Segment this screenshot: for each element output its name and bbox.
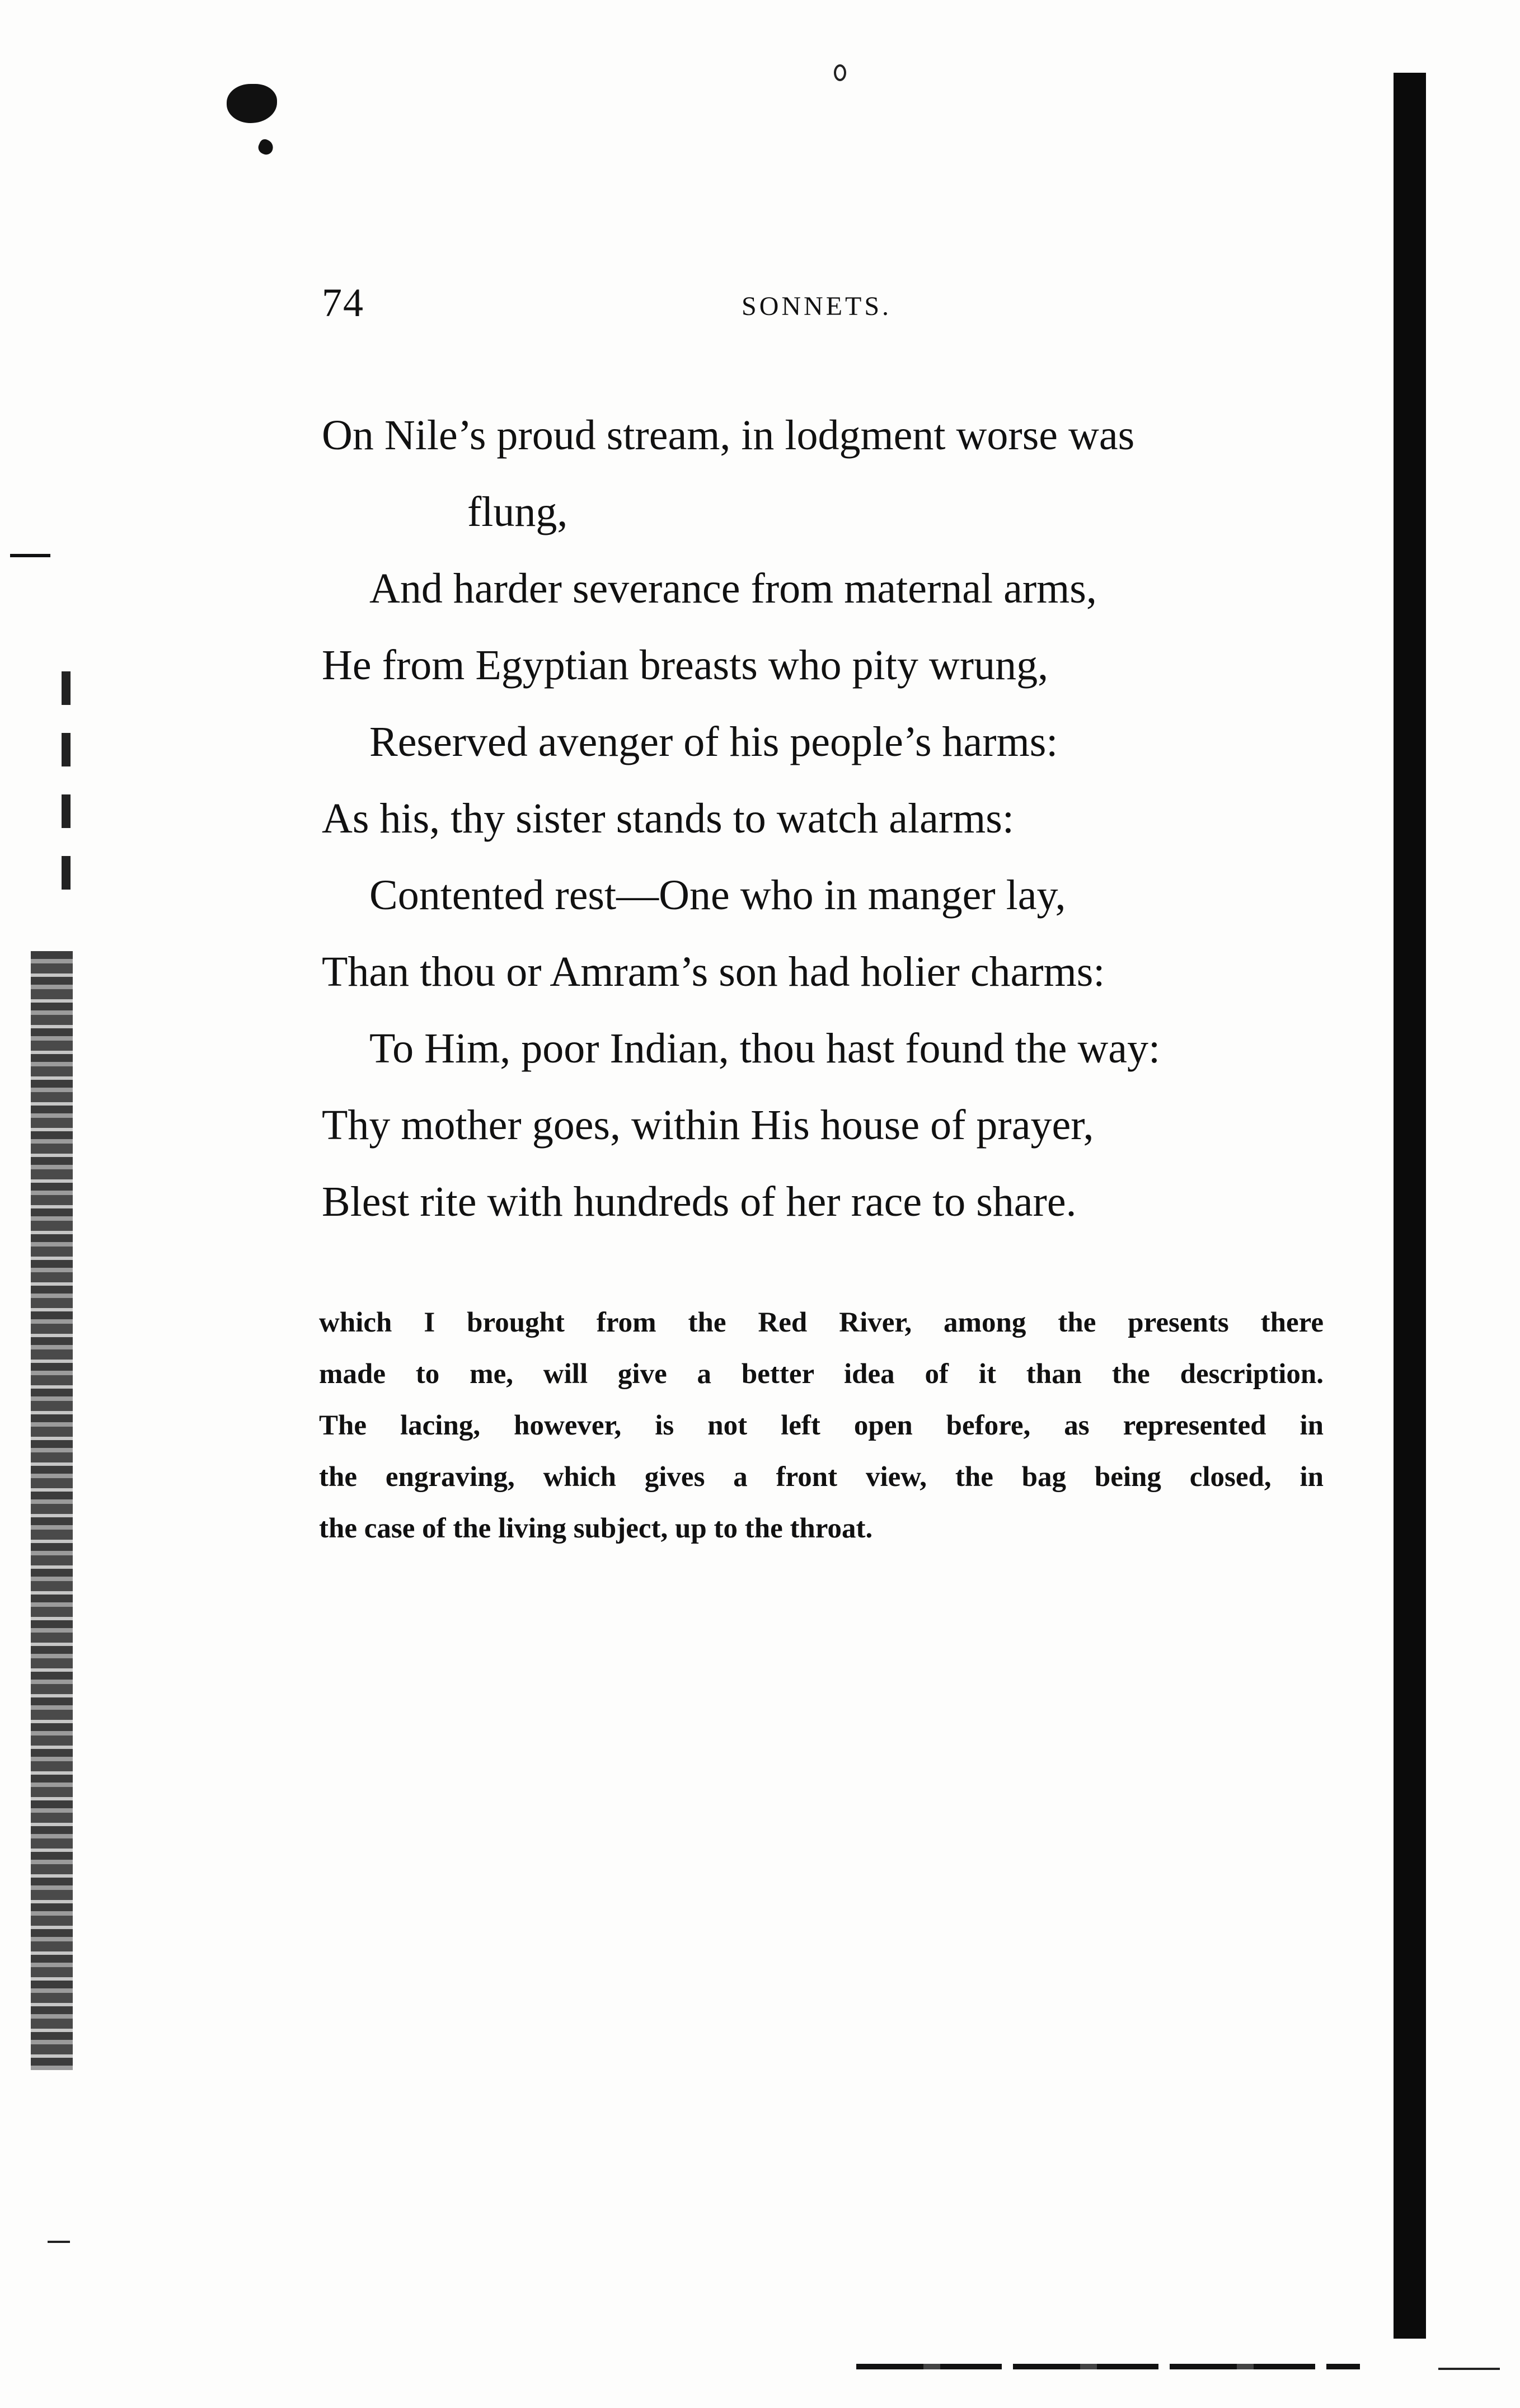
poem-line: He from Egyptian breasts who pity wrung, (322, 642, 1049, 689)
poem-line: And harder severance from maternal arms, (369, 565, 1097, 612)
poem-line: Thy mother goes, within His house of prayer, (322, 1102, 1094, 1149)
footnote-line: the case of the living subject, up to the throat. (319, 1513, 873, 1544)
ink-blot-tail (256, 138, 276, 157)
poem-line: Reserved avenger of his people’s harms: (369, 718, 1058, 765)
page-number: 74 (322, 280, 364, 325)
scan-speck (834, 64, 846, 81)
footnote-line: which I brought from the Red River, among the presents there (319, 1307, 1324, 1338)
poem-line: To Him, poor Indian, thou hast found the way: (369, 1025, 1161, 1072)
margin-mark-lower (48, 2241, 70, 2243)
footnote (319, 1297, 1324, 1554)
page-header (322, 280, 1368, 330)
poem-line: On Nile’s proud stream, in lodgment worse was (322, 412, 1135, 459)
ink-blot (227, 84, 277, 123)
margin-mark (10, 554, 50, 557)
binding-shadow-upper (62, 671, 71, 906)
poem-line: Contented rest—One who in manger lay, (369, 872, 1066, 919)
poem-line: flung, (467, 488, 568, 535)
poem-line: As his, thy sister stands to watch alarms: (322, 795, 1014, 842)
footnote-line: the engraving, which gives a front view, the bag being closed, in (319, 1461, 1324, 1493)
scan-edge-right (1394, 73, 1426, 2339)
sonnet-text (322, 397, 1346, 1240)
scan-edge-bottom-right (1438, 2368, 1500, 2370)
poem-line: Than thou or Amram’s son had holier charms: (322, 948, 1105, 995)
footnote-line: made to me, will give a better idea of it than the description. (319, 1358, 1324, 1390)
poem-line: Blest rite with hundreds of her race to share. (322, 1178, 1077, 1225)
footnote-line: The lacing, however, is not left open before, as represented in (319, 1410, 1324, 1441)
scan-edge-bottom (856, 2364, 1360, 2369)
binding-shadow-left (31, 951, 73, 2070)
running-head: SONNETS. (742, 291, 892, 321)
